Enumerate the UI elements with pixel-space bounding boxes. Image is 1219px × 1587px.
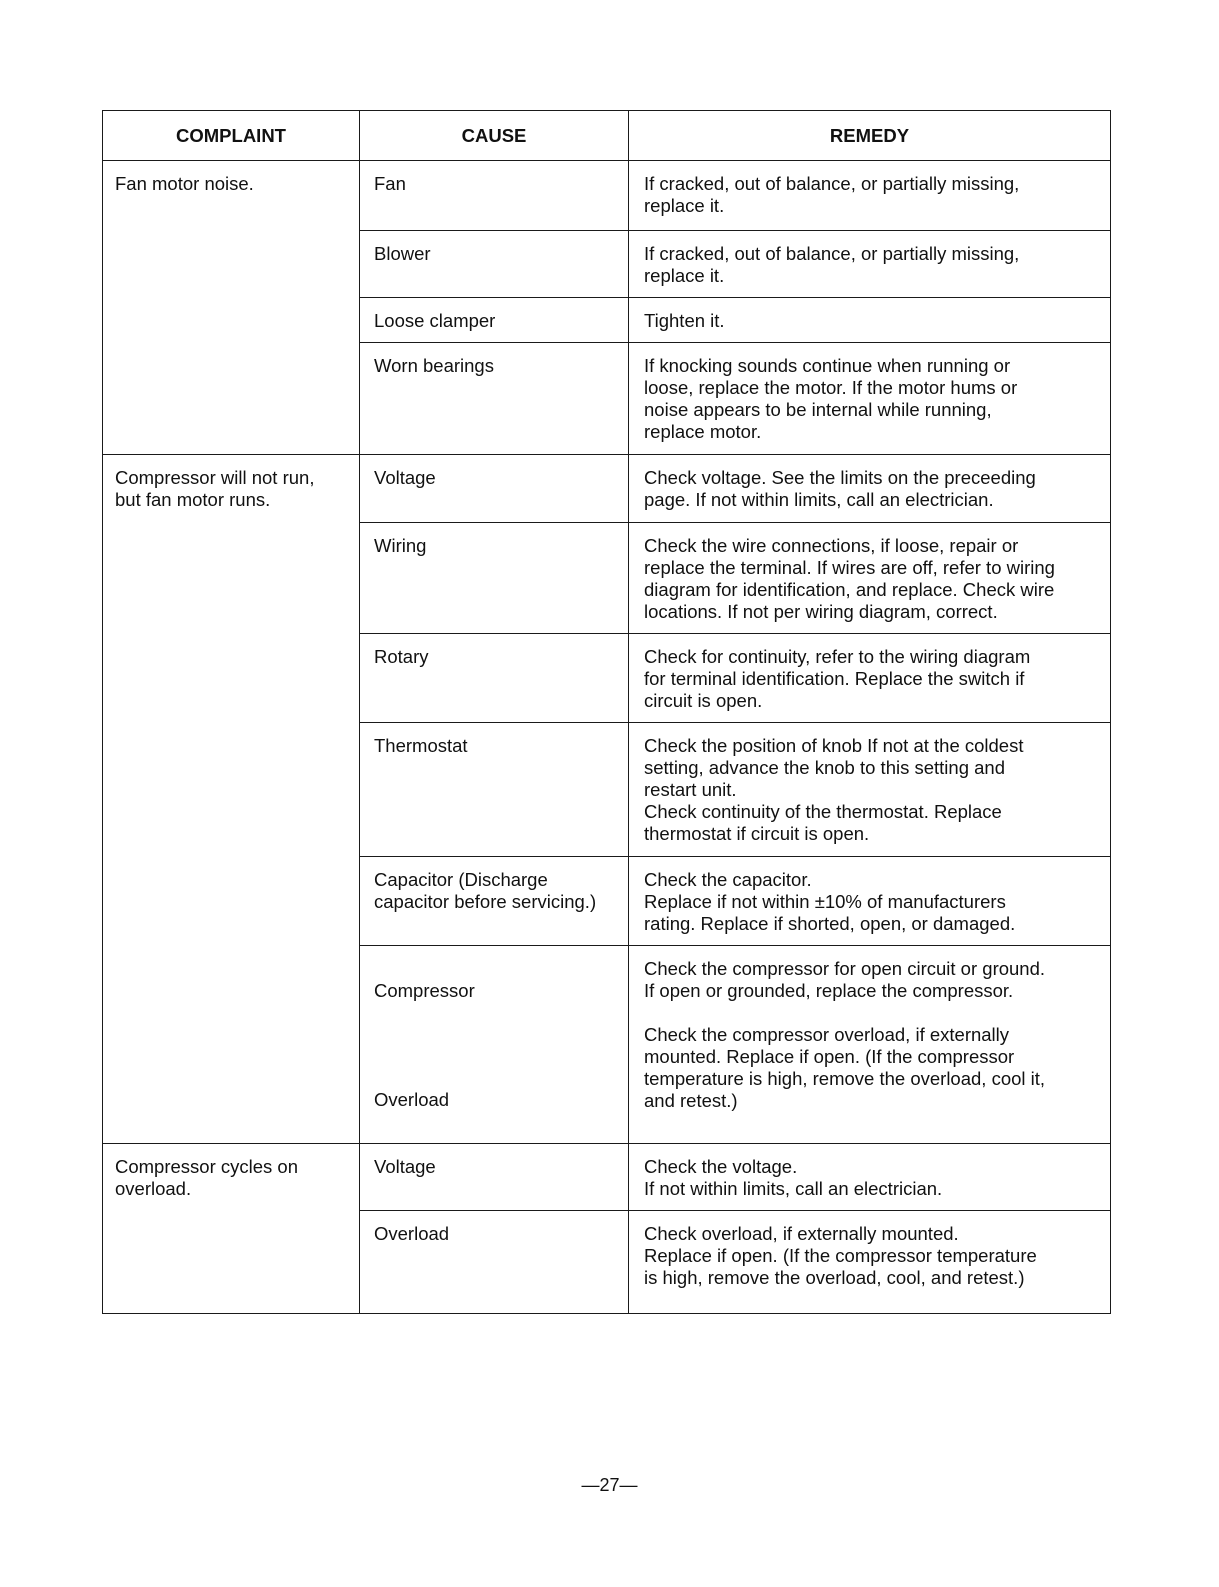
complaint-text: Fan motor noise. bbox=[115, 173, 254, 194]
remedy-text: Check overload, if externally mounted. Replace if open. (If the compressor temperature is high, remove the overload, cool, and retest.) bbox=[644, 1223, 1037, 1288]
cause-text: Fan bbox=[374, 173, 406, 194]
cause-text: Worn bearings bbox=[374, 355, 494, 376]
remedy-text: If knocking sounds continue when running or loose, replace the motor. If the motor hums or noise appears to be internal while running, replace motor. bbox=[644, 355, 1018, 442]
cause-text-group bbox=[360, 946, 628, 1143]
remedy-text: Check voltage. See the limits on the preceeding page. If not within limits, call an electrician. bbox=[644, 467, 1036, 510]
complaint-text: Compressor cycles on overload. bbox=[115, 1156, 299, 1199]
table-row bbox=[103, 455, 1111, 523]
remedy-cell bbox=[629, 523, 1111, 634]
remedy-cell bbox=[629, 298, 1111, 343]
cause-cell bbox=[360, 946, 629, 1144]
remedy-text: Check the capacitor. Replace if not within ±10% of manufacturers rating. Replace if shorted, open, or damaged. bbox=[644, 869, 1016, 934]
remedy-cell bbox=[629, 343, 1111, 455]
remedy-cell bbox=[629, 1144, 1111, 1211]
remedy-text: Check for continuity, refer to the wiring diagram for terminal identification. Replace the switch if circuit is open. bbox=[644, 646, 1031, 711]
table-row bbox=[103, 161, 1111, 231]
cause-text: Blower bbox=[374, 243, 431, 264]
cause-text: Rotary bbox=[374, 646, 429, 667]
cause-cell bbox=[360, 1144, 629, 1211]
cause-cell bbox=[360, 231, 629, 298]
remedy-text: If cracked, out of balance, or partially missing, replace it. bbox=[644, 173, 1020, 216]
remedy-cell bbox=[629, 161, 1111, 231]
header-complaint: COMPLAINT bbox=[103, 111, 360, 161]
remedy-cell bbox=[629, 634, 1111, 723]
cause-cell bbox=[360, 1211, 629, 1314]
table-header-row bbox=[103, 111, 1111, 161]
remedy-text: Check the compressor for open circuit or ground. If open or grounded, replace the compressor. Check the compressor overload, if externally mounted. Replace if open. (If the compressor temperature is high, remove the overload, cool it, and retest.) bbox=[644, 958, 1046, 1111]
remedy-cell bbox=[629, 1211, 1111, 1314]
complaint-text: Compressor will not run, but fan motor runs. bbox=[115, 467, 315, 510]
remedy-cell bbox=[629, 723, 1111, 857]
complaint-cell bbox=[103, 161, 360, 455]
cause-cell bbox=[360, 523, 629, 634]
cause-cell bbox=[360, 723, 629, 857]
header-cause: CAUSE bbox=[360, 111, 629, 161]
remedy-text: If cracked, out of balance, or partially missing, replace it. bbox=[644, 243, 1020, 286]
table-row bbox=[103, 1144, 1111, 1211]
cause-cell bbox=[360, 857, 629, 946]
cause-text: Voltage bbox=[374, 1156, 436, 1177]
remedy-cell bbox=[629, 946, 1111, 1144]
complaint-cell bbox=[103, 1144, 360, 1314]
remedy-text: Check the voltage. If not within limits, call an electrician. bbox=[644, 1156, 943, 1199]
remedy-cell bbox=[629, 231, 1111, 298]
cause-cell bbox=[360, 343, 629, 455]
remedy-cell bbox=[629, 455, 1111, 523]
cause-cell bbox=[360, 455, 629, 523]
cause-text: Overload bbox=[374, 1089, 450, 1110]
cause-text: Compressor bbox=[374, 980, 475, 1001]
cause-text: Voltage bbox=[374, 467, 436, 488]
cause-text: Capacitor (Discharge capacitor before servicing.) bbox=[374, 869, 597, 912]
remedy-cell bbox=[629, 857, 1111, 946]
troubleshooting-table bbox=[102, 110, 1111, 1314]
cause-cell bbox=[360, 161, 629, 231]
cause-cell bbox=[360, 298, 629, 343]
cause-cell bbox=[360, 634, 629, 723]
header-remedy: REMEDY bbox=[629, 111, 1111, 161]
remedy-text: Check the position of knob If not at the coldest setting, advance the knob to this setting and restart unit. Check continuity of the thermostat. Replace thermostat if circuit is open. bbox=[644, 735, 1024, 844]
cause-text: Loose clamper bbox=[374, 310, 496, 331]
complaint-cell bbox=[103, 455, 360, 1144]
remedy-text: Check the wire connections, if loose, repair or replace the terminal. If wires are off, refer to wiring diagram for identification, and replace. Check wire locations. If not per wiring diagram, correct. bbox=[644, 535, 1055, 622]
remedy-text: Tighten it. bbox=[644, 310, 725, 331]
page-number: —27— bbox=[581, 1475, 638, 1495]
cause-text: Overload bbox=[374, 1223, 450, 1244]
cause-text: Wiring bbox=[374, 535, 427, 556]
cause-text: Thermostat bbox=[374, 735, 468, 756]
